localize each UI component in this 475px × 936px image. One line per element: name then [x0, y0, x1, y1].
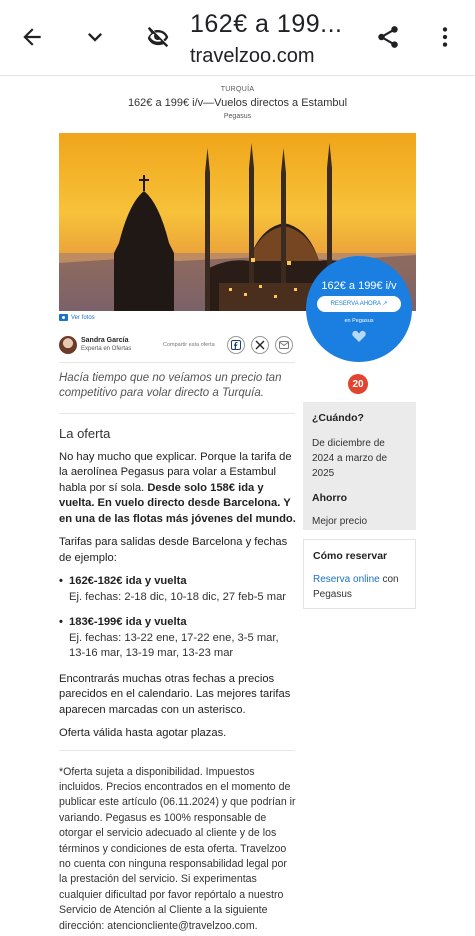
deal-airline: Pegasus — [223, 113, 252, 120]
offer-paragraph-4: Oferta válida hasta agotar plazas. — [59, 727, 227, 739]
offer-heading: La oferta — [59, 426, 111, 441]
url-text[interactable]: travelzoo.com — [190, 45, 315, 67]
chevron-down-icon[interactable] — [80, 22, 110, 52]
how-to-book-box — [303, 539, 416, 609]
price-range: 162€ a 199€ i/v — [321, 280, 397, 292]
bullet-title: 162€-182€ ida y vuelta — [69, 575, 187, 587]
author-row — [59, 336, 299, 356]
reserva-ahora-button[interactable]: RESERVA AHORA ↗ — [317, 296, 401, 312]
browser-toolbar — [0, 0, 475, 76]
bullet-title: 183€-199€ ida y vuelta — [69, 616, 187, 628]
offer-paragraph-3: Encontrarás muchas otras fechas a precios parecidos en el calendario. Las mejores tarifas aparecen marcadas con un asterisco. — [59, 672, 291, 716]
offer-paragraph-1 — [59, 450, 297, 528]
provider-label: en Pegasus — [344, 318, 374, 324]
divider — [59, 362, 295, 363]
page-title: 162€ a 199... — [190, 10, 343, 38]
divider — [59, 413, 295, 414]
camera-icon — [59, 314, 68, 321]
bullet-dot: • — [59, 616, 63, 628]
bullet-dot: • — [59, 575, 63, 587]
reserva-online-link[interactable]: Reserva online — [313, 574, 380, 585]
price-circle — [306, 256, 412, 362]
deal-title: 162€ a 199€ i/v—Vuelos directos a Estambul — [127, 97, 348, 109]
ver-fotos-link[interactable] — [59, 314, 95, 321]
list-item — [59, 574, 297, 590]
ver-fotos-label: Ver fotos — [71, 314, 95, 321]
back-arrow-icon[interactable] — [17, 22, 47, 52]
share-icon[interactable] — [373, 22, 403, 52]
bullet-dates: Ej. fechas: 13-22 ene, 17-22 ene, 3-5 mar, 13-16 mar, 13-19 mar, 13-23 mar — [69, 631, 279, 659]
when-heading: ¿Cuándo? — [312, 412, 364, 424]
divider — [59, 750, 295, 751]
offer-p1-bold: Desde solo 158€ ida y vuelta. En vuelo directo desde Barcelona. Y en una de las flotas más jóvenes del mundo. — [59, 481, 296, 525]
x-twitter-icon[interactable] — [251, 336, 269, 354]
deal-category: TURQUÍA — [220, 86, 255, 93]
list-item — [59, 615, 297, 631]
how-text — [313, 572, 406, 602]
more-vert-icon[interactable] — [430, 22, 460, 52]
how-heading: Cómo reservar — [313, 550, 388, 562]
offer-article — [59, 426, 297, 934]
offer-p1-text: No hay mucho que explicar. Porque la tarifa de la aerolínea Pegasus para volar a Estambul habla por sí sola. — [59, 450, 292, 494]
heart-icon[interactable] — [351, 328, 367, 344]
author-name: Sandra García — [81, 337, 129, 344]
deal-header — [0, 86, 475, 120]
anniversary-badge: 20 — [348, 374, 368, 394]
intro-text: Hacía tiempo que no veíamos un precio tan competitivo para volar directo a Turquía. — [59, 372, 282, 399]
when-text: De diciembre de 2024 a marzo de 2025 — [312, 438, 388, 479]
offer-paragraph-2: Tarifas para salidas desde Barcelona y fechas de ejemplo: — [59, 536, 288, 564]
avatar — [59, 336, 77, 354]
savings-text: Mejor precio — [312, 516, 368, 527]
author-role: Experta en Ofertas — [81, 346, 132, 352]
facebook-icon[interactable] — [227, 336, 245, 354]
when-box — [303, 402, 416, 530]
share-label: Compartir esta oferta — [163, 342, 215, 348]
how-text-rest: con Pegasus — [313, 574, 399, 600]
incognito-eye-off-icon[interactable] — [143, 22, 173, 52]
fine-print: *Oferta sujeta a disponibilidad. Impuestos incluidos. Precios encontrados en el momento de publicar este artículo (06.11.2024) y que podrían ir variando. Pegasus es 100% responsable de otorgar el servicio adecuado al cliente y de los términos y condiciones de esta oferta. Travelzoo no cuenta con ninguna responsabilidad legal por la prestación del servicio. Si experimentas cualquier dificultad por favor repórtalo a nuestro Servicio de Atención al Cliente a la siguiente dirección: atencioncliente@travelzoo.com. — [59, 765, 296, 932]
bullet-dates: Ej. fechas: 2-18 dic, 10-18 dic, 27 feb-5 mar — [69, 590, 287, 603]
savings-heading: Ahorro — [312, 492, 347, 504]
mail-icon[interactable] — [275, 336, 293, 354]
